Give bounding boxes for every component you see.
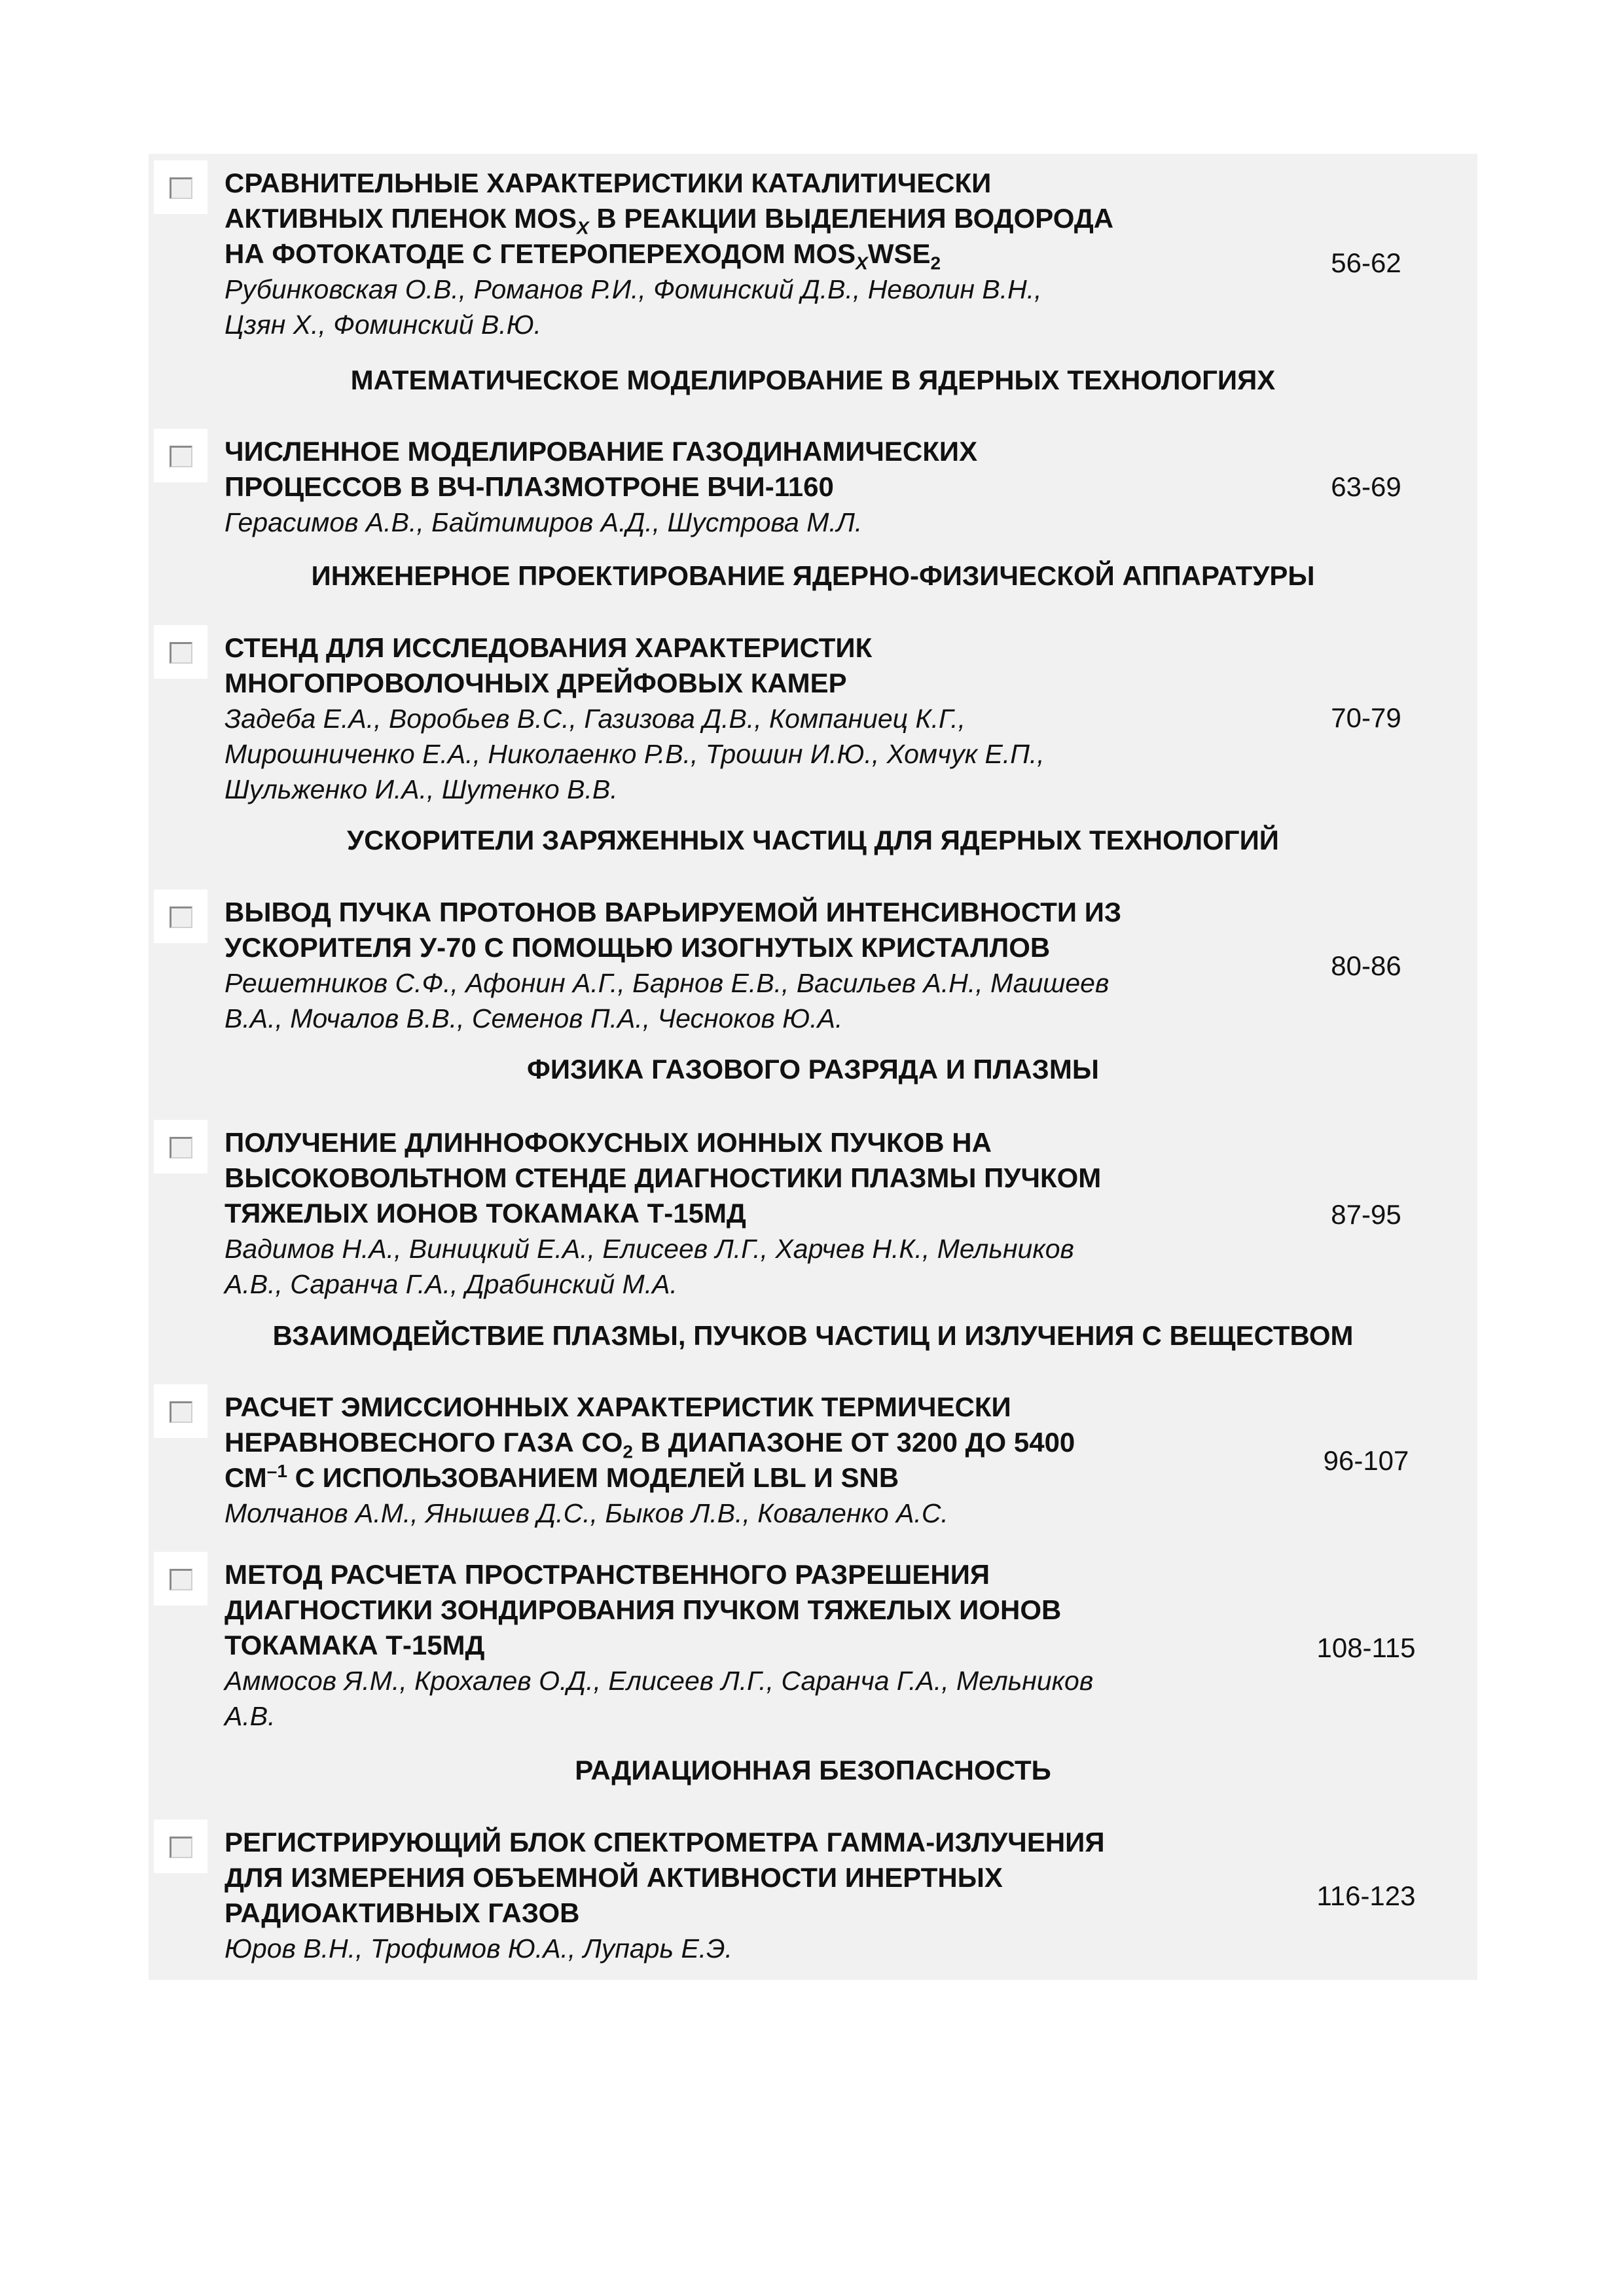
- title-line: ДЛЯ ИЗМЕРЕНИЯ ОБЪЕМНОЙ АКТИВНОСТИ ИНЕРТНЫХ: [225, 1862, 1003, 1893]
- article-title[interactable]: [225, 1390, 1403, 1496]
- authors-line: А.В., Саранча Г.А., Драбинский М.А.: [225, 1269, 677, 1299]
- authors-line: Герасимов А.В., Байтимиров А.Д., Шустрова М.Л.: [225, 507, 863, 537]
- subscript: 2: [930, 253, 941, 274]
- page-range: 87-95: [1331, 1199, 1401, 1230]
- section-heading: УСКОРИТЕЛИ ЗАРЯЖЕННЫХ ЧАСТИЦ ДЛЯ ЯДЕРНЫХ ТЕХНОЛОГИЙ: [347, 825, 1279, 855]
- title-line: [225, 1425, 1403, 1460]
- article-authors: [225, 965, 1337, 1036]
- article-title[interactable]: [225, 166, 1403, 272]
- contents-panel: [149, 154, 1477, 1980]
- section-heading: ВЗАИМОДЕЙСТВИЕ ПЛАЗМЫ, ПУЧКОВ ЧАСТИЦ И ИЗЛУЧЕНИЯ С ВЕЩЕСТВОМ: [272, 1320, 1354, 1351]
- title-line: РАДИОАКТИВНЫХ ГАЗОВ: [225, 1897, 580, 1928]
- article-authors: [225, 1231, 1337, 1302]
- section-heading: ФИЗИКА ГАЗОВОГО РАЗРЯДА И ПЛАЗМЫ: [527, 1054, 1099, 1085]
- page-range: 70-79: [1331, 702, 1401, 733]
- page-range: 56-62: [1331, 247, 1401, 278]
- title-line: ВЫВОД ПУЧКА ПРОТОНОВ ВАРЬИРУЕМОЙ ИНТЕНСИВНОСТИ ИЗ: [225, 897, 1122, 927]
- article-authors: [225, 1663, 1337, 1734]
- title-text: АКТИВНЫХ ПЛЕНОК MOS: [225, 203, 577, 234]
- select-checkbox[interactable]: [154, 625, 208, 679]
- authors-line: В.А., Мочалов В.В., Семенов П.А., Чесноков Ю.А.: [225, 1003, 843, 1033]
- superscript: –1: [266, 1461, 287, 1481]
- authors-line: Цзян Х., Фоминский В.Ю.: [225, 310, 542, 340]
- authors-line: Молчанов А.М., Янышев Д.С., Быков Л.В., Коваленко А.С.: [225, 1498, 948, 1528]
- title-line: ЧИСЛЕННОЕ МОДЕЛИРОВАНИЕ ГАЗОДИНАМИЧЕСКИХ: [225, 436, 978, 467]
- page-range: 80-86: [1331, 950, 1401, 981]
- title-text: В ДИАПАЗОНЕ ОТ 3200 ДО 5400: [632, 1427, 1075, 1458]
- select-checkbox[interactable]: [154, 1120, 208, 1174]
- title-line: МЕТОД РАСЧЕТА ПРОСТРАНСТВЕННОГО РАЗРЕШЕНИЯ: [225, 1559, 990, 1590]
- title-line: УСКОРИТЕЛЯ У-70 С ПОМОЩЬЮ ИЗОГНУТЫХ КРИСТАЛЛОВ: [225, 932, 1051, 963]
- article-authors: [225, 701, 1337, 807]
- title-line: РАСЧЕТ ЭМИССИОННЫХ ХАРАКТЕРИСТИК ТЕРМИЧЕСКИ: [225, 1391, 1011, 1422]
- title-line: МНОГОПРОВОЛОЧНЫХ ДРЕЙФОВЫХ КАМЕР: [225, 668, 847, 698]
- authors-line: Задеба Е.А., Воробьев В.С., Газизова Д.В., Компаниец К.Г.,: [225, 704, 965, 734]
- select-checkbox[interactable]: [154, 429, 208, 482]
- authors-line: А.В.: [225, 1701, 276, 1731]
- title-text: WSE: [867, 238, 931, 269]
- authors-line: Вадимов Н.А., Виницкий Е.А., Елисеев Л.Г., Харчев Н.К., Мельников: [225, 1234, 1074, 1264]
- title-line: ДИАГНОСТИКИ ЗОНДИРОВАНИЯ ПУЧКОМ ТЯЖЕЛЫХ ИОНОВ: [225, 1594, 1062, 1625]
- article-title[interactable]: [225, 630, 1403, 701]
- subscript: 2: [623, 1441, 633, 1462]
- title-text: В РЕАКЦИИ ВЫДЕЛЕНИЯ ВОДОРОДА: [588, 203, 1114, 234]
- subscript: X: [856, 253, 868, 274]
- article-title[interactable]: [225, 1825, 1403, 1931]
- article-authors: [225, 505, 1337, 540]
- title-line: [225, 1460, 1403, 1496]
- section-heading: МАТЕМАТИЧЕСКОЕ МОДЕЛИРОВАНИЕ В ЯДЕРНЫХ ТЕХНОЛОГИЯХ: [350, 365, 1276, 395]
- page-range: 96-107: [1323, 1445, 1409, 1476]
- title-text: НЕРАВНОВЕСНОГО ГАЗА CO: [225, 1427, 623, 1458]
- select-checkbox[interactable]: [154, 1384, 208, 1438]
- select-checkbox[interactable]: [154, 1552, 208, 1605]
- authors-line: Рубинковская О.В., Романов Р.И., Фоминский Д.В., Неволин В.Н.,: [225, 274, 1042, 304]
- article-title[interactable]: [225, 434, 1403, 505]
- title-text: С ИСПОЛЬЗОВАНИЕМ МОДЕЛЕЙ LBL И SNB: [287, 1462, 899, 1493]
- select-checkbox[interactable]: [154, 1820, 208, 1873]
- title-line: ТОКАМАКА Т-15МД: [225, 1630, 485, 1660]
- section-heading: РАДИАЦИОННАЯ БЕЗОПАСНОСТЬ: [575, 1755, 1051, 1785]
- article-authors: [225, 1931, 1337, 1966]
- select-checkbox[interactable]: [154, 160, 208, 214]
- authors-line: Шульженко И.А., Шутенко В.В.: [225, 774, 618, 804]
- title-line: СТЕНД ДЛЯ ИССЛЕДОВАНИЯ ХАРАКТЕРИСТИК: [225, 632, 873, 663]
- authors-line: Мирошниченко Е.А., Николаенко Р.В., Трошин И.Ю., Хомчук Е.П.,: [225, 739, 1045, 769]
- authors-line: Решетников С.Ф., Афонин А.Г., Барнов Е.В., Васильев А.Н., Маишеев: [225, 968, 1110, 998]
- section-heading: ИНЖЕНЕРНОЕ ПРОЕКТИРОВАНИЕ ЯДЕРНО-ФИЗИЧЕСКОЙ АППАРАТУРЫ: [311, 560, 1315, 591]
- title-line: ПРОЦЕССОВ В ВЧ-ПЛАЗМОТРОНЕ ВЧИ-1160: [225, 471, 834, 502]
- article-authors: [225, 272, 1337, 342]
- title-line: ВЫСОКОВОЛЬТНОМ СТЕНДЕ ДИАГНОСТИКИ ПЛАЗМЫ ПУЧКОМ: [225, 1162, 1102, 1193]
- title-line: СРАВНИТЕЛЬНЫЕ ХАРАКТЕРИСТИКИ КАТАЛИТИЧЕСКИ: [225, 168, 992, 198]
- subscript: X: [576, 217, 589, 238]
- page-range: 63-69: [1331, 471, 1401, 502]
- page-range: 116-123: [1316, 1880, 1416, 1911]
- article-title[interactable]: [225, 1125, 1403, 1231]
- authors-line: Юров В.Н., Трофимов Ю.А., Лупарь Е.Э.: [225, 1933, 733, 1964]
- article-title[interactable]: [225, 895, 1403, 965]
- title-line: [225, 236, 1403, 272]
- title-line: РЕГИСТРИРУЮЩИЙ БЛОК СПЕКТРОМЕТРА ГАММА-ИЗЛУЧЕНИЯ: [225, 1827, 1105, 1857]
- article-title[interactable]: [225, 1557, 1403, 1663]
- page-range: 108-115: [1316, 1632, 1416, 1663]
- authors-line: Аммосов Я.М., Крохалев О.Д., Елисеев Л.Г., Саранча Г.А., Мельников: [225, 1666, 1094, 1696]
- title-line: ПОЛУЧЕНИЕ ДЛИННОФОКУСНЫХ ИОННЫХ ПУЧКОВ НА: [225, 1127, 992, 1158]
- select-checkbox[interactable]: [154, 889, 208, 943]
- title-line: [225, 201, 1403, 236]
- title-text: СМ: [225, 1462, 267, 1493]
- title-text: НА ФОТОКАТОДЕ С ГЕТЕРОПЕРЕХОДОМ MOS: [225, 238, 856, 269]
- title-line: ТЯЖЕЛЫХ ИОНОВ ТОКАМАКА Т-15МД: [225, 1198, 746, 1229]
- article-authors: [225, 1496, 1337, 1531]
